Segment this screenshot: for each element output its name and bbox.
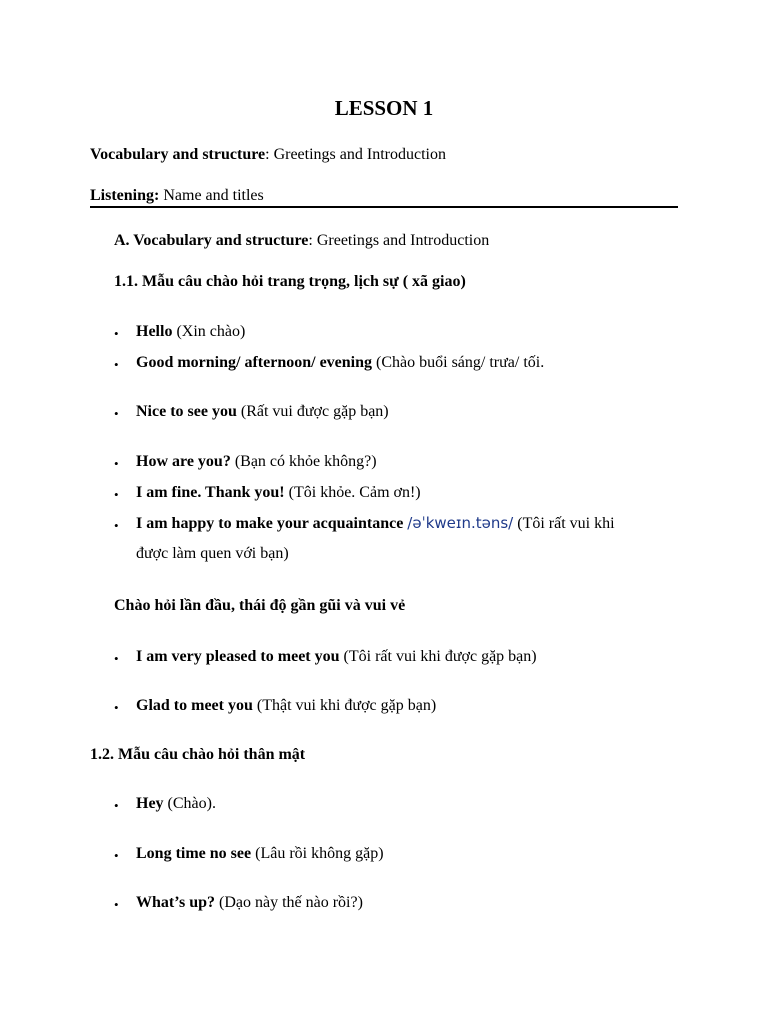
lesson-title: LESSON 1 xyxy=(334,96,434,120)
item-english: I am very pleased to meet you xyxy=(136,648,340,665)
item-english: Hello xyxy=(136,323,173,340)
list-item xyxy=(136,893,363,912)
item-english: Glad to meet you xyxy=(136,697,253,714)
item-vietnamese: (Dạo này thế nào rồi?) xyxy=(214,894,363,911)
item-vietnamese: (Chào). xyxy=(163,795,216,812)
bullet-icon: • xyxy=(114,456,119,471)
item-vietnamese: (Bạn có khỏe không?) xyxy=(230,453,377,470)
first-meet-text: Chào hỏi lần đầu, thái độ gần gũi và vui vẻ xyxy=(114,597,406,614)
list-item xyxy=(136,483,421,502)
item-english: What’s up? xyxy=(136,894,215,911)
section-a-text: : Greetings and Introduction xyxy=(308,232,490,249)
horizontal-rule xyxy=(90,206,678,208)
item-english: I am fine. Thank you! xyxy=(136,484,285,501)
list-item xyxy=(136,696,436,715)
bullet-icon: • xyxy=(114,518,119,533)
vocab-text: : Greetings and Introduction xyxy=(265,146,446,163)
vocab-structure-line xyxy=(90,145,446,164)
item-vietnamese: (Chào buổi sáng/ trưa/ tối. xyxy=(372,354,545,371)
item-vietnamese: (Tôi rất vui khi xyxy=(513,515,615,532)
item-english: Hey xyxy=(136,795,164,812)
list-item xyxy=(136,402,389,421)
list-item xyxy=(136,844,384,863)
item-vietnamese: (Tôi khỏe. Cảm ơn!) xyxy=(284,484,421,501)
listening-line xyxy=(90,186,264,205)
bullet-icon: • xyxy=(114,700,119,715)
item-english: Nice to see you xyxy=(136,403,237,420)
item-english: I am happy to make your acquaintance xyxy=(136,515,404,532)
vocab-label: Vocabulary and structure xyxy=(90,146,266,163)
bullet-icon: • xyxy=(114,651,119,666)
bullet-icon: • xyxy=(114,406,119,421)
section-1-1-heading xyxy=(114,272,466,291)
bullet-icon: • xyxy=(114,897,119,912)
bullet-icon: • xyxy=(114,487,119,502)
section-1-2-text: 1.2. Mẫu câu chào hỏi thân mật xyxy=(90,746,306,763)
list-item xyxy=(136,647,537,666)
item-vietnamese: (Tôi rất vui khi được gặp bạn) xyxy=(339,648,537,665)
item-english: Good morning/ afternoon/ evening xyxy=(136,354,373,371)
section-1-1-text: 1.1. Mẫu câu chào hỏi trang trọng, lịch sự ( xã giao) xyxy=(114,273,466,290)
item-vietnamese: (Thật vui khi được gặp bạn) xyxy=(252,697,437,714)
item-ipa: /əˈkweɪn.təns/ xyxy=(407,514,514,532)
section-a-heading xyxy=(114,231,489,250)
bullet-icon: • xyxy=(114,848,119,863)
list-item xyxy=(136,353,544,372)
bullet-icon: • xyxy=(114,326,119,341)
list-item xyxy=(136,322,245,341)
listening-text: Name and titles xyxy=(159,187,264,204)
section-a-label: A. Vocabulary and structure xyxy=(114,232,309,249)
section-1-2-heading xyxy=(90,745,305,764)
listening-label: Listening: xyxy=(90,187,160,204)
list-item-continuation: được làm quen với bạn) xyxy=(136,545,289,562)
item-vietnamese: (Rất vui được gặp bạn) xyxy=(236,403,389,420)
bullet-icon: • xyxy=(114,798,119,813)
item-vietnamese: (Lâu rồi không gặp) xyxy=(251,845,384,862)
item-english: Long time no see xyxy=(136,845,252,862)
item-english: How are you? xyxy=(136,453,231,470)
list-item xyxy=(136,514,615,533)
list-item xyxy=(136,794,216,813)
first-meet-heading xyxy=(114,596,405,615)
bullet-icon: • xyxy=(114,357,119,372)
list-item xyxy=(136,452,377,471)
item-vietnamese: (Xin chào) xyxy=(172,323,246,340)
